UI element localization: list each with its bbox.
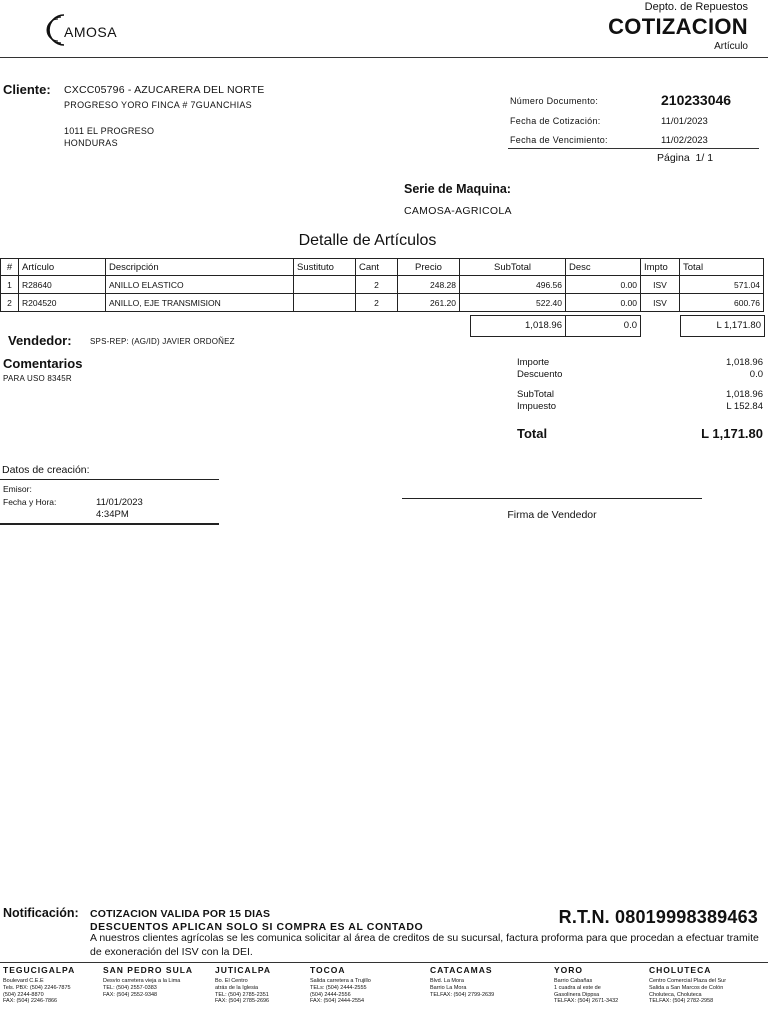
branch-address-line: Salida a San Marcos de Colón [649, 984, 724, 991]
branch-juticalpa [215, 965, 271, 1005]
table-row [1, 294, 764, 312]
branch-address-line: (504) 2444-2556 [310, 991, 351, 998]
summary-discount-label: Descuento [517, 369, 563, 380]
client-address-1: PROGRESO YORO FINCA # 7GUANCHIAS [64, 100, 252, 110]
branch-address-line: TELFAX: (504) 2782-2958 [649, 998, 714, 1005]
col-tax-header: Impto [641, 259, 680, 276]
row-number: 1 [1, 276, 19, 294]
row-subtotal: 522.40 [460, 294, 566, 312]
summary-subtotal-label: SubTotal [517, 389, 554, 400]
col-discount-header: Desc [566, 259, 641, 276]
branch-address-line: Centro Comercial Plaza del Sur [649, 978, 727, 984]
branch-address-line: FAX: (504) 2552-9348 [103, 991, 158, 998]
quote-date: 11/01/2023 [661, 116, 708, 127]
branch-tegucigalpa [3, 965, 75, 1005]
branch-address-line: FAX: (504) 2785-2696 [215, 998, 270, 1005]
row-discount: 0.00 [566, 276, 641, 294]
branch-address-line: Choluteca, Choluteca [649, 991, 702, 998]
branch-name: TOCOA [310, 965, 346, 975]
row-tax: ISV [641, 276, 680, 294]
summary-tax: L 152.84 [726, 401, 763, 412]
quote-date-label: Fecha de Cotización: [510, 116, 601, 126]
expiry-date: 11/02/2023 [661, 135, 708, 146]
branch-yoro [554, 965, 618, 1005]
header-divider [0, 57, 768, 58]
table-header-row [1, 259, 764, 276]
document-number: 210233046 [661, 92, 732, 108]
branch-address-line: Desvío carretera vieja a la Lima [103, 978, 181, 984]
comments-value: PARA USO 8345R [3, 374, 72, 383]
row-price: 248.28 [398, 276, 460, 294]
notification-line-1: COTIZACION VALIDA POR 15 DIAS [90, 908, 271, 920]
branch-name: SAN PEDRO SULA [103, 965, 194, 975]
client-country: HONDURAS [64, 138, 118, 148]
summary-subtotal: 1,018.96 [726, 389, 763, 400]
datetime-label: Fecha y Hora: [3, 497, 57, 507]
row-total: 600.76 [680, 294, 764, 312]
seller-name: SPS-REP: (AG/ID) JAVIER ORDOÑEZ [90, 337, 235, 346]
summary-tax-label: Impuesto [517, 401, 557, 412]
seller-label: Vendedor: [8, 333, 72, 348]
branch-address-line: (504) 2244-8870 [3, 991, 44, 998]
branch-choluteca [649, 965, 726, 1005]
branch-name: JUTICALPA [215, 965, 272, 975]
notification-label: Notificación: [3, 906, 79, 920]
page-indicator [657, 152, 713, 164]
items-title: Detalle de Artículos [298, 232, 437, 249]
col-article-header: Artículo [19, 259, 106, 276]
signature-line [402, 498, 702, 499]
branch-address-line: Salida carretera a Trujillo [310, 978, 371, 984]
branch-name: CHOLUTECA [649, 965, 712, 975]
row-substitute [294, 276, 356, 294]
branch-address-line: Boulevard C.E.E [3, 978, 44, 984]
creation-divider-top [0, 479, 219, 480]
row-substitute [294, 294, 356, 312]
col-substitute-header: Sustituto [294, 259, 356, 276]
items-table [0, 258, 764, 312]
client-label: Cliente: [3, 82, 51, 97]
branch-address-line: Gasolinera Dippsa [554, 991, 600, 998]
summary-importe-label: Importe [517, 357, 550, 368]
footer-divider [0, 962, 768, 963]
row-total: 571.04 [680, 276, 764, 294]
client-name: CXCC05796 - AZUCARERA DEL NORTE [64, 84, 265, 96]
row-discount: 0.00 [566, 294, 641, 312]
page-label: Página [657, 152, 690, 164]
summary-importe: 1,018.96 [726, 357, 763, 368]
row-tax: ISV [641, 294, 680, 312]
col-description-header: Descripción [106, 259, 294, 276]
row-quantity: 2 [356, 294, 398, 312]
col-quantity-header: Cant [356, 259, 398, 276]
machine-series-value: CAMOSA-AGRICOLA [404, 205, 512, 217]
creation-divider-bottom [0, 523, 219, 525]
issuer-label: Emisor: [3, 484, 32, 494]
client-address-2: 1011 EL PROGRESO [64, 126, 155, 136]
row-quantity: 2 [356, 276, 398, 294]
row-article: R28640 [19, 276, 106, 294]
branch-tocoa [310, 965, 371, 1005]
branch-name: TEGUCIGALPA [3, 965, 76, 975]
row-subtotal: 496.56 [460, 276, 566, 294]
document-subtitle: Artículo [714, 41, 748, 52]
table-discount-sum: 0.0 [565, 315, 641, 337]
branch-name: CATACAMAS [430, 965, 493, 975]
col-total-header: Total [680, 259, 764, 276]
summary-discount: 0.0 [749, 369, 763, 380]
table-total-sum: L 1,171.80 [680, 315, 765, 337]
branch-address-line: FAX: (504) 2246-7866 [3, 998, 58, 1005]
creation-data-label: Datos de creación: [2, 464, 90, 476]
signature-label: Firma de Vendedor [507, 509, 597, 521]
branch-address-line: TELFAX: (504) 2671-3432 [554, 998, 619, 1005]
branch-address-line: FAX: (504) 2444-2554 [310, 998, 365, 1005]
comments-label: Comentarios [3, 356, 83, 371]
summary-total-label: Total [517, 426, 548, 441]
branch-address-line: Tels. PBX: (504) 2246-7875 [3, 984, 71, 991]
department-label: Depto. de Repuestos [644, 1, 748, 13]
table-row [1, 276, 764, 294]
branch-catacamas [430, 965, 494, 998]
branch-address-line: Barrio Cabañas [554, 978, 593, 984]
summary-total: L 1,171.80 [701, 426, 763, 441]
rtn-number: R.T.N. 08019998389463 [558, 907, 758, 927]
branch-address-line: Bo. El Centro [215, 978, 248, 984]
branch-san-pedro-sula [103, 965, 193, 998]
logo-text: AMOSA [64, 24, 118, 40]
branch-address-line: atrás de la Iglesia [215, 984, 259, 991]
col-price-header: Precio [398, 259, 460, 276]
creation-date: 11/01/2023 [96, 497, 143, 508]
page-number: 1/ 1 [695, 152, 714, 164]
doc-info-divider [508, 148, 759, 149]
branch-address-line: Barrio La Mora [430, 984, 467, 991]
branch-address-line: TEL: (504) 2785-2351 [215, 991, 269, 998]
document-title: COTIZACION [608, 14, 748, 39]
branch-address-line: TEL: (504) 2557-0383 [103, 984, 157, 991]
row-price: 261.20 [398, 294, 460, 312]
row-number: 2 [1, 294, 19, 312]
table-subtotal-sum: 1,018.96 [470, 315, 566, 337]
creation-time: 4:34PM [96, 509, 129, 520]
notification-line-2: DESCUENTOS APLICAN SOLO SI COMPRA ES AL CONTADO [90, 921, 424, 933]
row-description: ANILLO ELASTICO [106, 276, 294, 294]
col-subtotal-header: SubTotal [460, 259, 566, 276]
branch-name: YORO [554, 965, 584, 975]
row-article: R204520 [19, 294, 106, 312]
branch-address-line: TELFAX: (504) 2799-2639 [430, 991, 495, 998]
document-number-label: Número Documento: [510, 96, 599, 106]
col-number-header: # [1, 259, 19, 276]
branch-address-line: 1 cuadra al este de [554, 984, 601, 991]
machine-series-label: Serie de Maquina: [404, 182, 511, 196]
notification-line-3: A nuestros clientes agrícolas se les comunica solicitar al área de creditos de su sucursal, factura proforma para que procedan a efectuar tramite de exoneración del ISV con la DEI. [90, 932, 759, 958]
branch-address-line: Blvd. La Mora [430, 978, 464, 984]
branch-address-line: TELs: (504) 2444-2555 [310, 984, 367, 991]
expiry-date-label: Fecha de Vencimiento: [510, 135, 608, 145]
row-description: ANILLO, EJE TRANSMISION [106, 294, 294, 312]
